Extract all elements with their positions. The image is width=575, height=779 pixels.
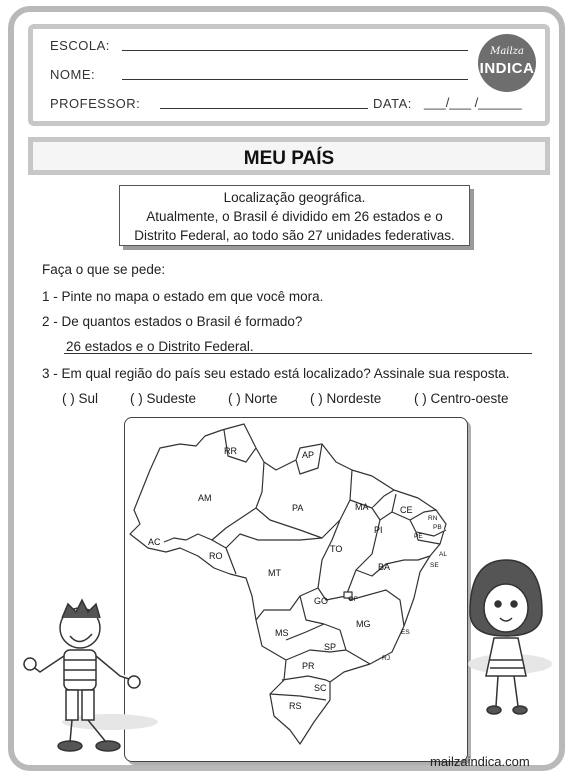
label-ba: BA bbox=[378, 562, 391, 572]
brazil-outline bbox=[130, 424, 446, 744]
page-title: MEU PAÍS bbox=[243, 148, 335, 169]
instructions: Faça o que se pede: bbox=[42, 262, 166, 277]
question-1: 1 - Pinte no mapa o estado em que você mora. bbox=[42, 289, 324, 304]
label-rn: RN bbox=[428, 515, 438, 522]
logo-line2: INDICA bbox=[479, 60, 535, 77]
option-sudeste[interactable]: ( ) Sudeste bbox=[130, 391, 197, 406]
question-2: 2 - De quantos estados o Brasil é formado? bbox=[42, 314, 303, 329]
label-al: AL bbox=[439, 551, 447, 558]
label-ac: AC bbox=[148, 537, 161, 547]
option-centro-oeste[interactable]: ( ) Centro-oeste bbox=[414, 391, 509, 406]
label-go: GO bbox=[314, 596, 329, 606]
footer-url[interactable]: mailzaindica.com bbox=[430, 754, 530, 769]
label-rs: RS bbox=[289, 701, 302, 711]
label-pe: PE bbox=[414, 533, 423, 540]
label-ms: MS bbox=[275, 628, 289, 638]
date-field[interactable]: ___/___ /______ bbox=[424, 95, 522, 110]
label-pb: PB bbox=[433, 524, 442, 531]
label-se: SE bbox=[430, 562, 439, 569]
professor-label: PROFESSOR: bbox=[50, 96, 141, 111]
label-ro: RO bbox=[209, 551, 223, 561]
logo-line1: Mailza bbox=[490, 46, 524, 57]
boy-illustration bbox=[24, 600, 158, 751]
option-sul[interactable]: ( ) Sul bbox=[62, 391, 99, 406]
info-line1: Localização geográfica. bbox=[223, 190, 366, 205]
label-pr: PR bbox=[302, 661, 315, 671]
question-2-answer[interactable]: 26 estados e o Distrito Federal. bbox=[66, 339, 254, 354]
label-ma: MA bbox=[355, 502, 369, 512]
data-label: DATA: bbox=[373, 96, 412, 111]
label-df: DF bbox=[349, 596, 358, 603]
label-to: TO bbox=[330, 544, 343, 554]
label-mt: MT bbox=[268, 568, 281, 578]
label-rr: RR bbox=[224, 446, 237, 456]
question-3: 3 - Em qual região do país seu estado está localizado? Assinale sua resposta. bbox=[42, 366, 510, 381]
info-line3: Distrito Federal, ao todo são 27 unidades federativas. bbox=[134, 228, 455, 243]
label-pi: PI bbox=[374, 525, 383, 535]
label-pa: PA bbox=[292, 503, 304, 513]
label-am: AM bbox=[198, 493, 212, 503]
label-rj: RJ bbox=[382, 655, 390, 662]
girl-illustration bbox=[468, 560, 552, 714]
label-ce: CE bbox=[400, 505, 413, 515]
label-sp: SP bbox=[324, 642, 337, 652]
label-es: ES bbox=[401, 629, 410, 636]
label-sc: SC bbox=[314, 683, 327, 693]
nome-label: NOME: bbox=[50, 67, 96, 82]
option-nordeste[interactable]: ( ) Nordeste bbox=[310, 391, 382, 406]
label-ap: AP bbox=[302, 450, 315, 460]
label-mg: MG bbox=[356, 619, 371, 629]
info-line2: Atualmente, o Brasil é dividido em 26 estados e o bbox=[146, 209, 443, 224]
escola-label: ESCOLA: bbox=[50, 38, 110, 53]
option-norte[interactable]: ( ) Norte bbox=[228, 391, 278, 406]
